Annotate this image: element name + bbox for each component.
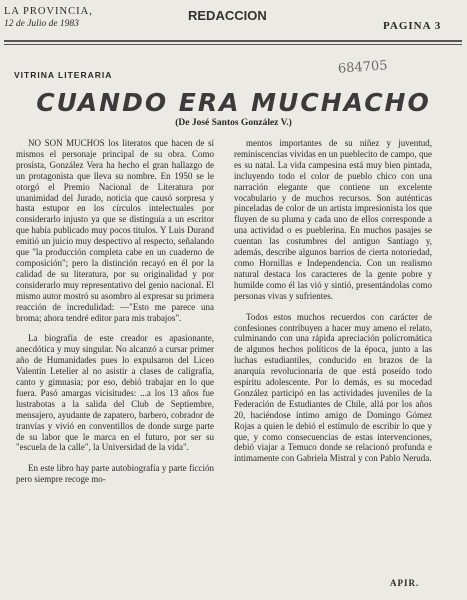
- article-column-right: [234, 138, 432, 474]
- article-byline: (De José Santos González V.): [175, 118, 292, 128]
- masthead-rule-thin: [4, 44, 462, 45]
- masthead-left: [4, 6, 93, 30]
- page-number: PAGINA 3: [383, 20, 442, 32]
- article-paragraph: mentos importantes de su niñez y juventud, reminiscencias vividas en un pueblecito de campo, que es su natal. La vida campesina está muy bien pintada, incluyendo todo el color de pueblo chico con una narración elegante que contiene un excelente vocabulario y de muchos recursos. Son auténticas pinceladas de color de un artista impresionista los que fluyen de su pluma y cada uno de ellos corresponde a una actividad o es pueblerina. En muchos pasajes se cuentan las costumbres del antiguo Santiago y, además, describe algunos barrios de cierta notoriedad, como Hornillas e Independencia. Con un realismo natural destaca los caracteres de la gente pobre y humilde como él las vió y sintió, presentándolas como personas vivas y sufrientes.: [234, 138, 432, 301]
- article-paragraph: Todos estos muchos recuerdos con carácter de confesiones contribuyen a hacer muy ameno el relato, culminando con una rápida apreciación policromática de algunos hechos políticos de la época, junto a las luchas estudiantiles, conducido en brazos de la anarquía revolucionaria de que está poseído todo espíritu adolescente. Por lo demás, es su mocedad González participó en las actividades juveniles de la Federación de Estudiantes de Chile, allá por los años 20, haciéndose íntimo amigo de Domingo Gómez Rojas a quien le debió el estímulo de escribir lo que y que, y como consecuencias de estas intervenciones, debió viajar a Temuco donde se relacionó profunda e íntimamente con Gabriela Mistral y con Pablo Neruda.: [234, 311, 432, 464]
- article-signature: APIR.: [390, 578, 420, 588]
- article-paragraph: La biografía de este creador es apasionante, anecdótica y muy singular. No alcanzó a cursar primer año de Humanidades pues lo expulsaron del Liceo Valentín Letelier al no asistir a clases de caligrafía, canto y gimnasia; por eso, debió trabajar en lo que fuera. Pasó amargas vicisitudes: ...a los 13 años fue lustrabotas a la salida del Club de Septiembre, mensajero, ayudante de zapatero, barbero, cobrador de tranvías y vivió en conventillos de donde surge parte de su labor que le marca en el futuro, por ser su "escuela de la calle", la Universidad de la vida".: [16, 333, 214, 453]
- article-paragraph: NO SON MUCHOS los literatos que hacen de sí mismos el personaje principal de su obra. Como prosista, González Vera ha hecho el gran hallazgo de un protagonista que lleva su nombre. En 1950 se le otorgó el Premio Nacional de Literatura por unanimidad del Jurado, noticia que causó sorpresa y hasta estupor en los círculos intelectuales por considerarlo injusto ya que se distinguía a un escritor que había publicado muy pocos títulos. Y Luis Durand emitió un juicio muy despectivo al respecto, señalando que "la producción completa cabe en un cuaderno de composición"; pero la distinción recayó en él por la calidad de su literatura, por su originalidad y por considerarlo muy representativo del genio nacional. El mismo autor mostró su asombro al expresar su primera reacción de incredulidad: —"Esto me parece una broma; ahora tendré editor para mis trabajos".: [16, 138, 214, 323]
- section-banner: REDACCION: [188, 8, 267, 23]
- article-paragraph: En este libro hay parte autobiografía y parte ficción pero siempre recoge mo-: [16, 463, 214, 485]
- archive-handwritten-number: 684705: [337, 58, 389, 77]
- masthead-rule: [4, 40, 462, 42]
- article-column-left: [16, 138, 214, 495]
- article-title: CUANDO ERA MUCHACHO: [36, 88, 431, 117]
- newspaper-name: LA PROVINCIA,: [4, 6, 93, 17]
- publication-date: 12 de Julio de 1983: [4, 19, 79, 29]
- article-section: VITRINA LITERARIA: [14, 70, 113, 80]
